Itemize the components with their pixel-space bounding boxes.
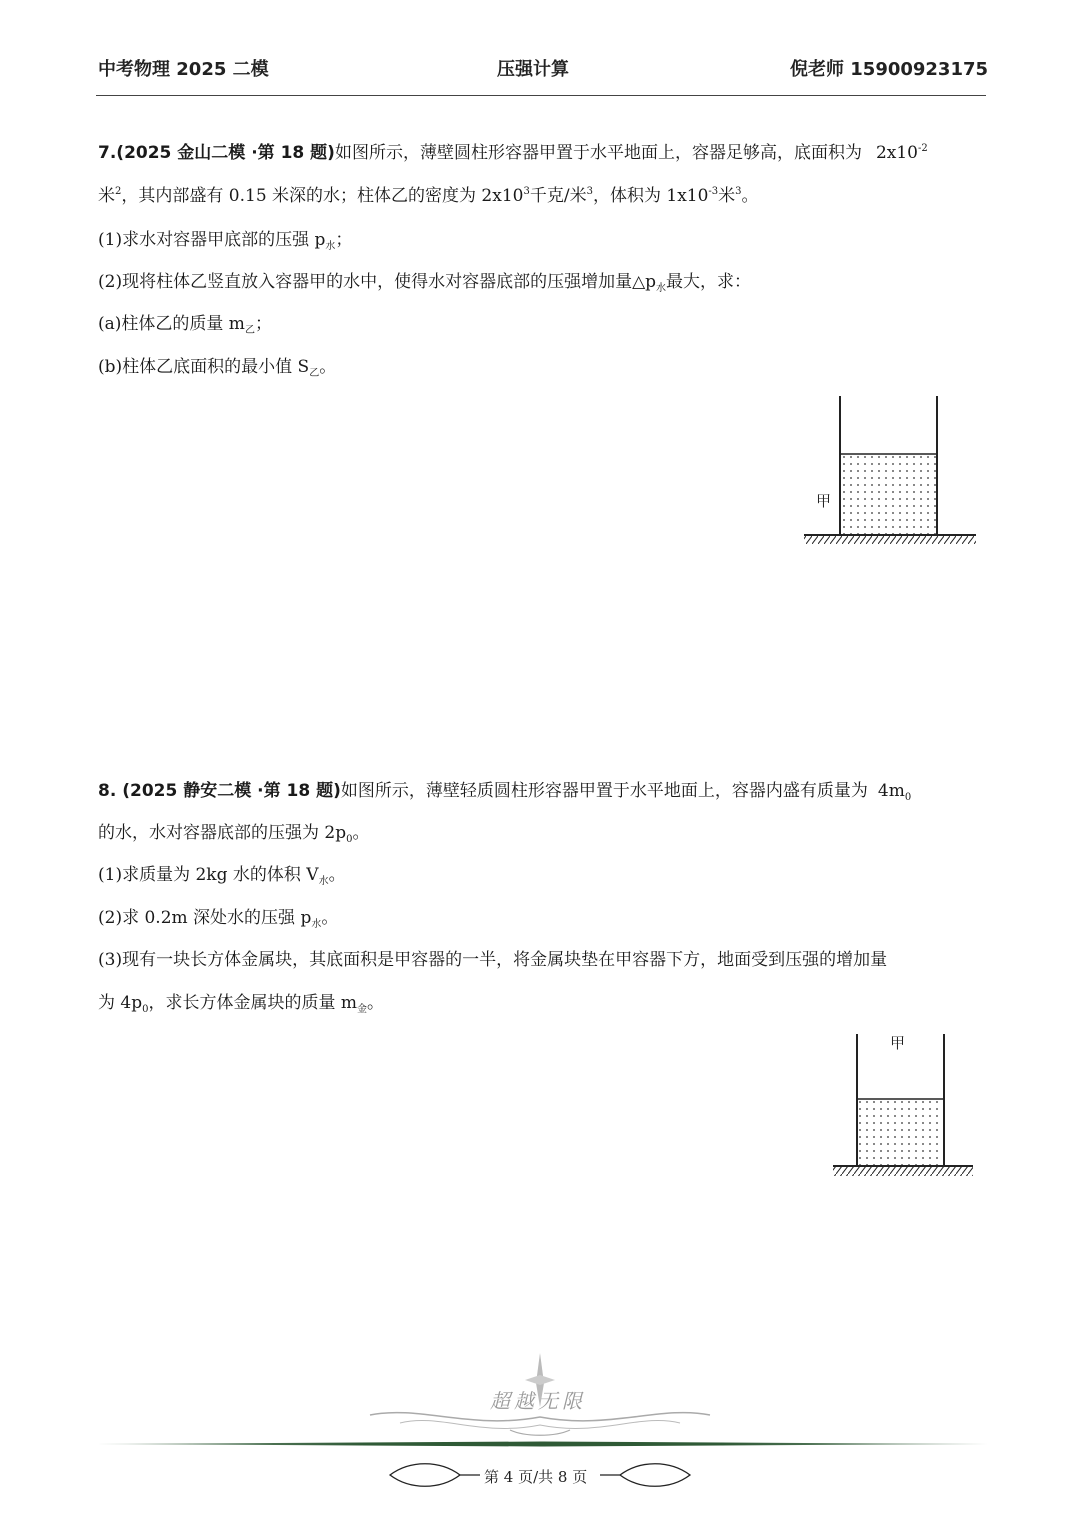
q7-part-1-text: (1)求水对容器甲底部的压强 p	[98, 230, 326, 250]
q7-area-value: 2x10	[875, 143, 918, 163]
q8-part-3-line-2	[98, 991, 384, 1015]
scroll-right	[620, 1464, 690, 1487]
q8-part-3-text-2: 为 4p	[98, 993, 143, 1013]
q8-part-2-end: 。	[321, 908, 339, 928]
q8-ground-hatch	[833, 1167, 973, 1176]
q7-line-2	[98, 184, 759, 208]
q7-exp-1: 2	[115, 186, 122, 197]
q7-number: 7	[98, 143, 110, 163]
q7-part-2-text: (2)现将柱体乙竖直放入容器甲的水中，使得水对容器底部的压强增加量△p	[98, 272, 657, 292]
footer-logo: 超越无限	[490, 1389, 586, 1413]
q7-exp-5: 3	[735, 186, 742, 197]
header-rule	[96, 95, 986, 96]
q8-stem-2: 的水，水对容器底部的压强为 2p	[98, 823, 347, 843]
q7-part-a-end: ；	[254, 314, 272, 334]
q8-part-2	[98, 906, 338, 930]
q8-stem-2-end: 。	[352, 823, 370, 843]
header-left: 中考物理 2025 二模	[98, 59, 269, 80]
q8-part-3-end: 。	[367, 993, 385, 1013]
header-center: 压强计算	[497, 59, 569, 80]
q8-part-1-end: 。	[328, 865, 346, 885]
header-right: 倪老师 15900923175	[790, 59, 989, 80]
q8-container-figure	[830, 1030, 980, 1185]
q8-part-1	[98, 863, 346, 887]
q7-part-b	[98, 355, 336, 379]
q8-figure-label: 甲	[890, 1034, 906, 1052]
q8-mass-sub: 0	[904, 792, 912, 803]
q7-part-a-sub: 乙	[244, 325, 255, 336]
q8-stem-2-sub: 0	[346, 834, 353, 845]
ornament-swirl-2	[400, 1420, 680, 1428]
q8-part-1-text: (1)求质量为 2kg 水的体积 V	[98, 865, 319, 885]
scroll-left	[390, 1464, 460, 1487]
q7-container-figure	[800, 392, 980, 552]
q8-part-1-sub: 水	[318, 876, 329, 887]
q7-part-b-end: 。	[319, 357, 337, 377]
q7-area-exp: -2	[918, 143, 928, 154]
q8-line-1	[98, 779, 911, 803]
q8-part-3-line-1	[98, 948, 887, 972]
q8-mass-value: 4m	[877, 781, 905, 801]
footer-rule-shape	[96, 1442, 988, 1447]
q7-density-unit: 千克/米	[529, 186, 587, 206]
q7-figure-label: 甲	[816, 492, 832, 510]
q7-stem-1: 如图所示，薄壁圆柱形容器甲置于水平地面上，容器足够高，底面积为	[334, 143, 862, 163]
q8-part-3-text-3: ，求长方体金属块的质量 m	[148, 993, 358, 1013]
q7-period: 。	[741, 186, 759, 206]
q7-part-1-end: ；	[335, 230, 353, 250]
q7-part-b-sub: 乙	[309, 368, 320, 379]
q8-part-3-sub: 0	[142, 1004, 149, 1015]
q8-part-3-sub-2: 金	[357, 1004, 368, 1015]
footer-rule	[96, 1440, 988, 1448]
q7-part-2-end: 最大，求：	[666, 272, 752, 292]
q8-water	[857, 1099, 944, 1166]
ornament-swirl-3	[510, 1430, 570, 1435]
page-number: 第 4 页/共 8 页	[484, 1468, 588, 1486]
q7-source: .(2025 金山二模 ·第 18 题)	[109, 143, 335, 163]
q7-line-1	[98, 141, 928, 165]
q7-volume-text: ，体积为 1x10	[592, 186, 709, 206]
q7-ground-hatch	[804, 536, 976, 544]
q7-volume-unit: 米	[718, 186, 736, 206]
q7-part-2	[98, 270, 751, 294]
q7-exp-4: -3	[708, 186, 719, 197]
q7-exp-3: 3	[586, 186, 593, 197]
q8-source: . (2025 静安二模 ·第 18 题)	[109, 781, 341, 801]
q8-part-2-text: (2)求 0.2m 深处水的压强 p	[98, 908, 312, 928]
q7-part-b-text: (b)柱体乙底面积的最小值 S	[98, 357, 310, 377]
q7-water	[840, 454, 937, 535]
q8-stem-1: 如图所示，薄壁轻质圆柱形容器甲置于水平地面上，容器内盛有质量为	[340, 781, 868, 801]
q7-part-1-sub: 水	[325, 241, 336, 252]
q8-part-2-sub: 水	[311, 919, 322, 930]
q7-part-a	[98, 312, 272, 336]
q7-part-2-sub: 水	[656, 283, 667, 294]
q8-part-3-text: (3)现有一块长方体金属块，其底面积是甲容器的一半，将金属块垫在甲容器下方，地面受到压强的增加量	[98, 950, 888, 970]
ornament-cross-icon	[525, 1375, 555, 1385]
q7-unit-1: 米	[98, 186, 115, 206]
q8-number: 8	[98, 781, 110, 801]
q7-part-1	[98, 228, 352, 252]
q7-stem-2: ，其内部盛有 0.15 米深的水；柱体乙的密度为 2x10	[121, 186, 524, 206]
q7-part-a-text: (a)柱体乙的质量 m	[98, 314, 245, 334]
q7-exp-2: 3	[523, 186, 530, 197]
q8-line-2	[98, 821, 369, 845]
